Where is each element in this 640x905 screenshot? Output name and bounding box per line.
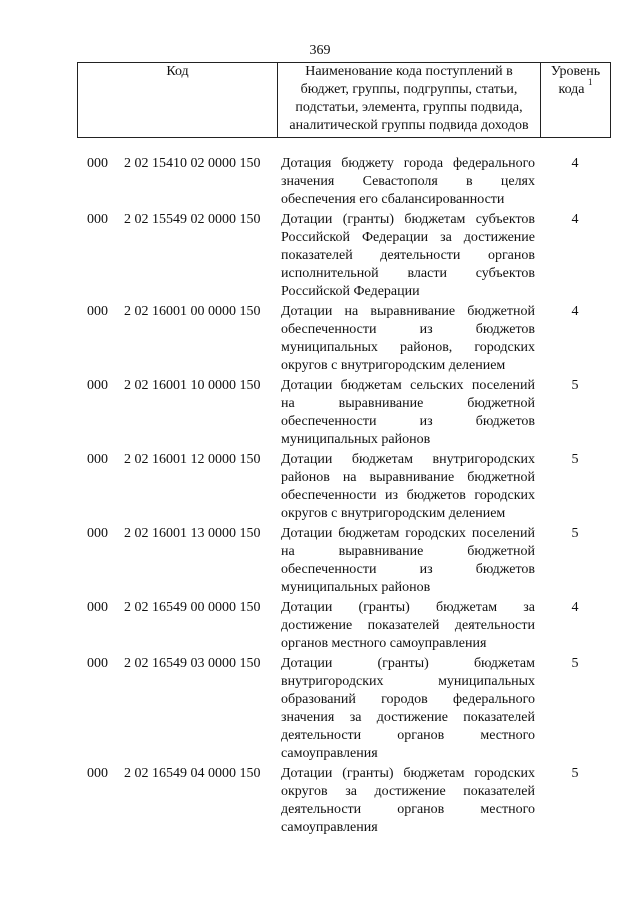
header-name: Наименование кода поступлений в бюджет, группы, подгруппы, статьи, подстатьи, элемента, группы подвида, аналитической группы подвида доходов xyxy=(278,63,541,138)
code-level: 5 xyxy=(571,452,579,467)
footnote-mark: 1 xyxy=(588,77,593,88)
revenue-name: Дотации бюджетам сельских поселений на выравнивание бюджетной обеспеченности из бюджетов муниципальных районов xyxy=(281,378,535,447)
admin-code: 000 xyxy=(87,304,108,319)
code-level: 4 xyxy=(571,600,579,615)
table-row xyxy=(0,655,640,763)
admin-code: 000 xyxy=(87,526,108,541)
revenue-code: 2 02 16001 10 0000 150 xyxy=(124,378,261,393)
code-level: 4 xyxy=(571,212,579,227)
revenue-name: Дотации (гранты) бюджетам за достижение показателей деятельности органов местного самоуправления xyxy=(281,600,535,651)
revenue-code: 2 02 15410 02 0000 150 xyxy=(124,156,261,171)
admin-code: 000 xyxy=(87,378,108,393)
code-level: 4 xyxy=(571,156,579,171)
code-level: 5 xyxy=(571,378,579,393)
table-row xyxy=(0,155,640,209)
admin-code: 000 xyxy=(87,600,108,615)
code-level: 4 xyxy=(571,304,579,319)
revenue-name: Дотации на выравнивание бюджетной обеспеченности из бюджетов муниципальных районов, городских округов с внутригородским делением xyxy=(281,304,535,373)
revenue-name: Дотации бюджетам городских поселений на выравнивание бюджетной обеспеченности из бюджетов муниципальных районов xyxy=(281,526,535,595)
revenue-code: 2 02 16001 13 0000 150 xyxy=(124,526,261,541)
table-body xyxy=(0,155,640,839)
code-level: 5 xyxy=(571,766,579,781)
revenue-name: Дотации (гранты) бюджетам внутригородских муниципальных образований городов федерального значения за достижение показателей деятельности органов местного самоуправления xyxy=(281,656,535,761)
table-row xyxy=(0,451,640,523)
table-row xyxy=(0,377,640,449)
admin-code: 000 xyxy=(87,656,108,671)
revenue-code: 2 02 16549 00 0000 150 xyxy=(124,600,261,615)
admin-code: 000 xyxy=(87,156,108,171)
table-row xyxy=(0,211,640,301)
revenue-name: Дотации (гранты) бюджетам субъектов Российской Федерации за достижение показателей деятельности органов исполнительной власти субъектов Российской Федерации xyxy=(281,212,535,299)
admin-code: 000 xyxy=(87,212,108,227)
code-level: 5 xyxy=(571,526,579,541)
admin-code: 000 xyxy=(87,452,108,467)
code-level: 5 xyxy=(571,656,579,671)
revenue-name: Дотации (гранты) бюджетам городских округов за достижение показателей деятельности органов местного самоуправления xyxy=(281,766,535,835)
table-row xyxy=(0,303,640,375)
header-level-label: Уровень кода xyxy=(550,64,601,97)
table-header xyxy=(77,62,611,138)
revenue-name: Дотации бюджетам внутригородских районов на выравнивание бюджетной обеспеченности из бюджетов городских округов с внутригородским делением xyxy=(281,452,535,521)
revenue-code: 2 02 15549 02 0000 150 xyxy=(124,212,261,227)
revenue-code: 2 02 16001 12 0000 150 xyxy=(124,452,261,467)
page-number: 369 xyxy=(309,43,331,58)
admin-code: 000 xyxy=(87,766,108,781)
revenue-name: Дотация бюджету города федерального значения Севастополя в целях обеспечения его сбалансированности xyxy=(281,156,535,207)
header-level xyxy=(541,63,611,138)
revenue-code: 2 02 16549 03 0000 150 xyxy=(124,656,261,671)
header-code: Код xyxy=(78,63,278,138)
table-row xyxy=(0,599,640,653)
revenue-code: 2 02 16549 04 0000 150 xyxy=(124,766,261,781)
revenue-code: 2 02 16001 00 0000 150 xyxy=(124,304,261,319)
table-row xyxy=(0,525,640,597)
table-row xyxy=(0,765,640,837)
